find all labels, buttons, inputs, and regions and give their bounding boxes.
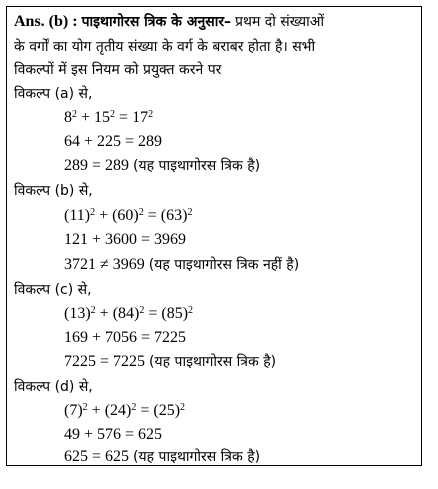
eq-exponent: 2 [148,109,154,120]
option-a-heading-text: विकल्प (a) से, [14,86,93,102]
eq-term: (13) [64,305,91,322]
intro-text-1: प्रथम दो संख्याओं [235,14,324,30]
eq-operator: = [136,402,154,419]
result-note: (यह पाइथागोरस त्रिक नहीं है) [148,257,300,273]
option-c-result [64,351,276,373]
eq-exponent: 2 [131,402,137,413]
eq-operator: = [115,109,133,126]
eq-operator: = [143,207,161,224]
eq-term: (7) [64,402,83,419]
result-note: (यह पाइथागोरस त्रिक है) [133,449,261,465]
eq-exponent: 2 [180,402,186,413]
eq-term: (25) [153,402,181,419]
option-d-heading [14,376,93,398]
option-c-heading-text: विकल्प (c) से, [14,282,92,298]
option-b-heading-text: विकल्प (b) से, [14,183,93,199]
eq-term: (24) [104,402,132,419]
eq-term: 15 [94,109,111,126]
option-b-result [64,254,299,276]
eq-exponent: 2 [110,109,116,120]
option-a-sum: 64 + 225 = 289 [64,133,163,150]
answer-label: Ans. (b) : [14,13,78,30]
result-note: (यह पाइथागोरस त्रिक है) [133,158,261,174]
option-d-sum: 49 + 576 = 625 [64,426,163,443]
option-a-result [64,155,260,177]
result-equation: 7225 = 7225 [64,353,146,370]
result-equation: 289 = 289 [64,157,130,174]
eq-exponent: 2 [138,207,144,218]
eq-term: (60) [112,207,139,224]
eq-term: (63) [160,207,188,224]
eq-exponent: 2 [187,207,193,218]
intro-text-3: विकल्पों में इस नियम को प्रयुक्त करने पर [14,62,222,78]
option-c-heading [14,279,92,301]
eq-exponent: 2 [139,305,145,316]
option-a-equation [64,107,153,129]
eq-exponent: 2 [188,305,194,316]
eq-operator: + [77,109,95,126]
result-note: (यह पाइथागोरस त्रिक है) [149,354,277,370]
eq-term: (84) [112,305,140,322]
option-d-equation [64,400,185,422]
eq-exponent: 2 [72,109,77,120]
eq-exponent: 2 [82,402,88,413]
eq-exponent: 2 [90,305,96,316]
option-d-result [64,446,260,466]
option-b-sum: 121 + 3600 = 3969 [64,231,187,248]
eq-term: 17 [132,109,149,126]
eq-term: (85) [161,305,189,322]
option-b-equation [64,205,192,227]
option-c-sum: 169 + 7056 = 7225 [64,329,187,346]
option-d-heading-text: विकल्प (d) से, [14,379,93,395]
eq-exponent: 2 [90,207,96,218]
answer-heading: पाइथागोरस त्रिक के अनुसार– [81,14,232,30]
eq-operator: = [144,305,162,322]
option-c-equation [64,303,193,325]
eq-operator: + [87,402,105,419]
result-equation: 625 = 625 [64,448,130,465]
option-a-heading [14,83,92,105]
eq-term: 8 [64,109,72,126]
eq-operator: + [95,305,113,322]
eq-term: (11) [64,207,91,224]
result-equation: 3721 ≠ 3969 [64,256,145,273]
option-b-heading [14,180,93,202]
answer-box [6,6,422,466]
intro-text-2: के वर्गों का योग तृतीय संख्या के वर्ग के बराबर होता है। सभी [14,39,316,55]
answer-header-line [14,11,324,33]
eq-operator: + [95,207,113,224]
